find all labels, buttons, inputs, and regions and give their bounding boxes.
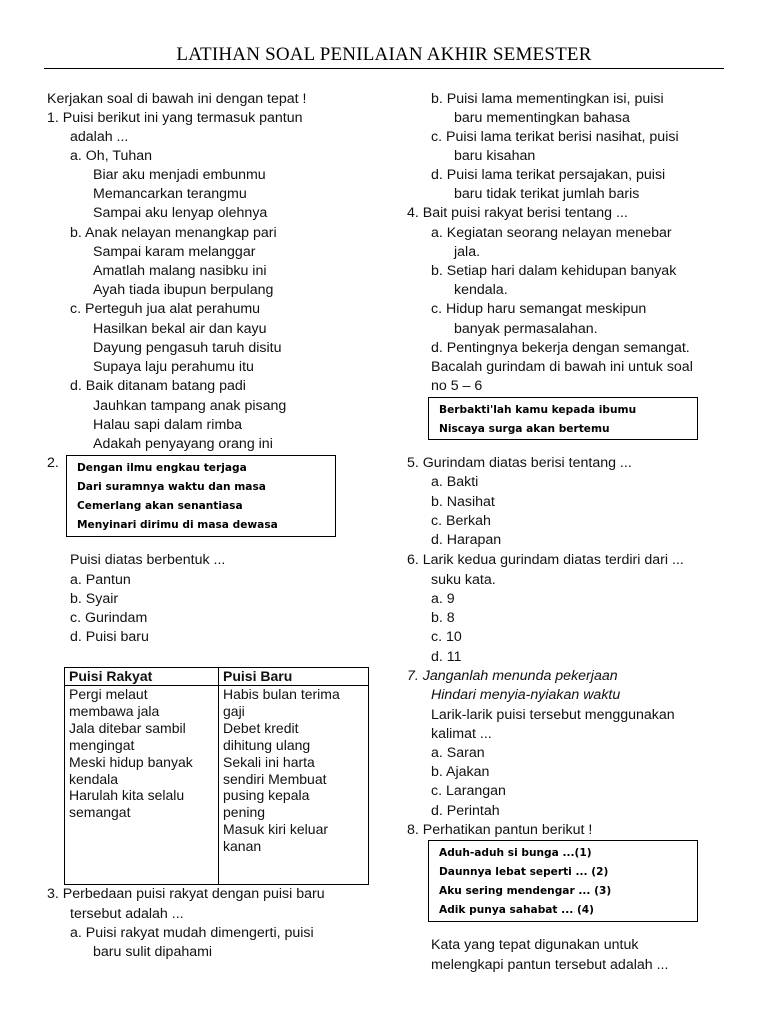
q4-option-b: b. Setiap hari dalam kehidupan banyak <box>431 263 677 279</box>
q5-option-a: a. Bakti <box>431 474 479 490</box>
q5-option-d: d. Harapan <box>431 532 502 548</box>
table-header-puisi-baru: Puisi Baru <box>219 668 369 686</box>
q1-option-c-line: Hasilkan bekal air dan kayu <box>93 321 267 337</box>
q1-option-c-line: Supaya laju perahumu itu <box>93 359 254 375</box>
question-3: 3. Perbedaan puisi rakyat dengan puisi baru <box>47 886 325 902</box>
q1-option-d-line: Jauhkan tampang anak pisang <box>93 398 287 414</box>
title-divider <box>44 68 724 69</box>
table-cell-line: pening <box>223 804 266 821</box>
q5-option-b: b. Nasihat <box>431 494 495 510</box>
q3-option-d-line: baru tidak terikat jumlah baris <box>454 186 640 202</box>
question-1: 1. Puisi berikut ini yang termasuk pantun <box>47 110 303 126</box>
q2-poem-box <box>66 455 336 537</box>
table-cell-line: Pergi melaut <box>69 686 148 702</box>
table-cell-line: Meski hidup banyak <box>69 753 193 770</box>
q7-option-b: b. Ajakan <box>431 764 490 780</box>
q4-option-a: a. Kegiatan seorang nelayan menebar <box>431 225 672 241</box>
question-7-prompt: Larik-larik puisi tersebut menggunakan <box>431 707 675 723</box>
question-8-prompt-cont: melengkapi pantun tersebut adalah ... <box>431 957 669 973</box>
pantun-line: Aduh-aduh si bunga ...(1) <box>439 847 592 859</box>
q1-option-d-line: Adakah penyayang orang ini <box>93 436 273 452</box>
table-cell-line: Debet kredit <box>223 719 299 736</box>
q5-option-c: c. Berkah <box>431 513 491 529</box>
q4-option-a-line: jala. <box>454 244 481 260</box>
q1-option-a-line: Sampai aku lenyap olehnya <box>93 205 268 221</box>
table-cell-line: Harulah kita selalu <box>69 787 185 804</box>
pantun-line: Adik punya sahabat ... (4) <box>439 904 595 916</box>
q1-option-b: b. Anak nelayan menangkap pari <box>70 225 277 241</box>
q6-option-d: d. 11 <box>431 649 462 665</box>
q1-option-a-line: Memancarkan terangmu <box>93 186 247 202</box>
poem-line: Dari suramnya waktu dan masa <box>77 481 266 493</box>
table-cell-line: dihitung ulang <box>223 736 311 753</box>
gurindam-line: Berbakti'lah kamu kepada ibumu <box>439 404 637 416</box>
instruction-q5-6: Bacalah gurindam di bawah ini untuk soal <box>431 359 693 375</box>
q3-option-a: a. Puisi rakyat mudah dimengerti, puisi <box>70 925 314 941</box>
table-cell-line: pusing kepala <box>223 787 310 804</box>
table-cell-line: kendala <box>69 770 119 787</box>
q1-option-a-line: Biar aku menjadi embunmu <box>93 167 266 183</box>
table-cell-line: Jala ditebar sambil <box>69 719 186 736</box>
q2-option-a: a. Pantun <box>70 572 131 588</box>
q8-pantun-box <box>428 840 698 922</box>
instruction-q5-6-cont: no 5 – 6 <box>431 378 483 394</box>
table-header-puisi-rakyat: Puisi Rakyat <box>65 668 219 686</box>
q2-option-c: c. Gurindam <box>70 610 148 626</box>
table-cell-puisi-baru <box>219 686 369 885</box>
q6-option-a: a. 9 <box>431 591 455 607</box>
question-2: Puisi diatas berbentuk ... <box>70 552 226 568</box>
q2-option-b: b. Syair <box>70 591 119 607</box>
table-cell-line: sendiri Membuat <box>223 770 327 787</box>
q3-option-c: c. Puisi lama terikat berisi nasihat, puisi <box>431 129 679 145</box>
q3-option-b-line: baru mementingkan bahasa <box>454 110 630 126</box>
question-6: 6. Larik kedua gurindam diatas terdiri dari ... <box>407 552 684 568</box>
q1-option-a: a. Oh, Tuhan <box>70 148 153 164</box>
q1-option-c: c. Perteguh jua alat perahumu <box>70 301 261 317</box>
table-cell-line: gaji <box>223 702 245 719</box>
q3-option-a-line: baru sulit dipahami <box>93 944 213 960</box>
table-cell-line: Sekali ini harta <box>223 753 315 770</box>
poem-line: Menyinari dirimu di masa dewasa <box>77 519 278 531</box>
table-cell-line: semangat <box>69 804 131 821</box>
question-7-prompt-cont: kalimat ... <box>431 726 492 742</box>
question-8-prompt: Kata yang tepat digunakan untuk <box>431 937 639 953</box>
question-2-number: 2. <box>47 455 59 471</box>
q2-option-d: d. Puisi baru <box>70 629 149 645</box>
q1-option-d-line: Halau sapi dalam rimba <box>93 417 243 433</box>
q3-option-c-line: baru kisahan <box>454 148 536 164</box>
question-7-line: Hindari menyia-nyiakan waktu <box>431 687 621 703</box>
q1-option-b-line: Amatlah malang nasibku ini <box>93 263 267 279</box>
q1-option-d: d. Baik ditanam batang padi <box>70 378 246 394</box>
gurindam-box <box>428 397 698 440</box>
table-cell-line: Habis bulan terima <box>223 686 340 702</box>
q6-option-b: b. 8 <box>431 610 455 626</box>
table-cell-line: kanan <box>223 838 262 855</box>
q7-option-d: d. Perintah <box>431 803 500 819</box>
question-7: 7. Janganlah menunda pekerjaan <box>407 668 618 684</box>
q4-option-c-line: banyak permasalahan. <box>454 321 598 337</box>
q7-option-a: a. Saran <box>431 745 485 761</box>
question-5: 5. Gurindam diatas berisi tentang ... <box>407 455 632 471</box>
q7-option-c: c. Larangan <box>431 783 506 799</box>
comparison-table <box>64 667 369 885</box>
page-title: LATIHAN SOAL PENILAIAN AKHIR SEMESTER <box>176 44 592 65</box>
q1-option-b-line: Sampai karam melanggar <box>93 244 256 260</box>
question-4: 4. Bait puisi rakyat berisi tentang ... <box>407 205 628 221</box>
q1-option-c-line: Dayung pengasuh taruh disitu <box>93 340 282 356</box>
question-3-cont: tersebut adalah ... <box>70 906 184 922</box>
q3-option-d: d. Puisi lama terikat persajakan, puisi <box>431 167 666 183</box>
question-8: 8. Perhatikan pantun berikut ! <box>407 822 593 838</box>
instruction-text: Kerjakan soal di bawah ini dengan tepat ! <box>47 91 307 107</box>
table-cell-line: membawa jala <box>69 702 160 719</box>
question-6-cont: suku kata. <box>431 572 496 588</box>
table-cell-line: mengingat <box>69 736 135 753</box>
poem-line: Cemerlang akan senantiasa <box>77 500 243 512</box>
q4-option-b-line: kendala. <box>454 282 508 298</box>
gurindam-line: Niscaya surga akan bertemu <box>439 423 610 435</box>
table-cell-line: Masuk kiri keluar <box>223 821 329 838</box>
question-1-cont: adalah ... <box>70 129 129 145</box>
poem-line: Dengan ilmu engkau terjaga <box>77 462 247 474</box>
pantun-line: Aku sering mendengar ... (3) <box>439 885 612 897</box>
q1-option-b-line: Ayah tiada ibupun berpulang <box>93 282 274 298</box>
q4-option-c: c. Hidup haru semangat meskipun <box>431 301 647 317</box>
pantun-line: Daunnya lebat seperti ... (2) <box>439 866 609 878</box>
q6-option-c: c. 10 <box>431 629 462 645</box>
q4-option-d: d. Pentingnya bekerja dengan semangat. <box>431 340 690 356</box>
q3-option-b: b. Puisi lama mementingkan isi, puisi <box>431 91 664 107</box>
table-cell-puisi-rakyat <box>65 686 219 885</box>
